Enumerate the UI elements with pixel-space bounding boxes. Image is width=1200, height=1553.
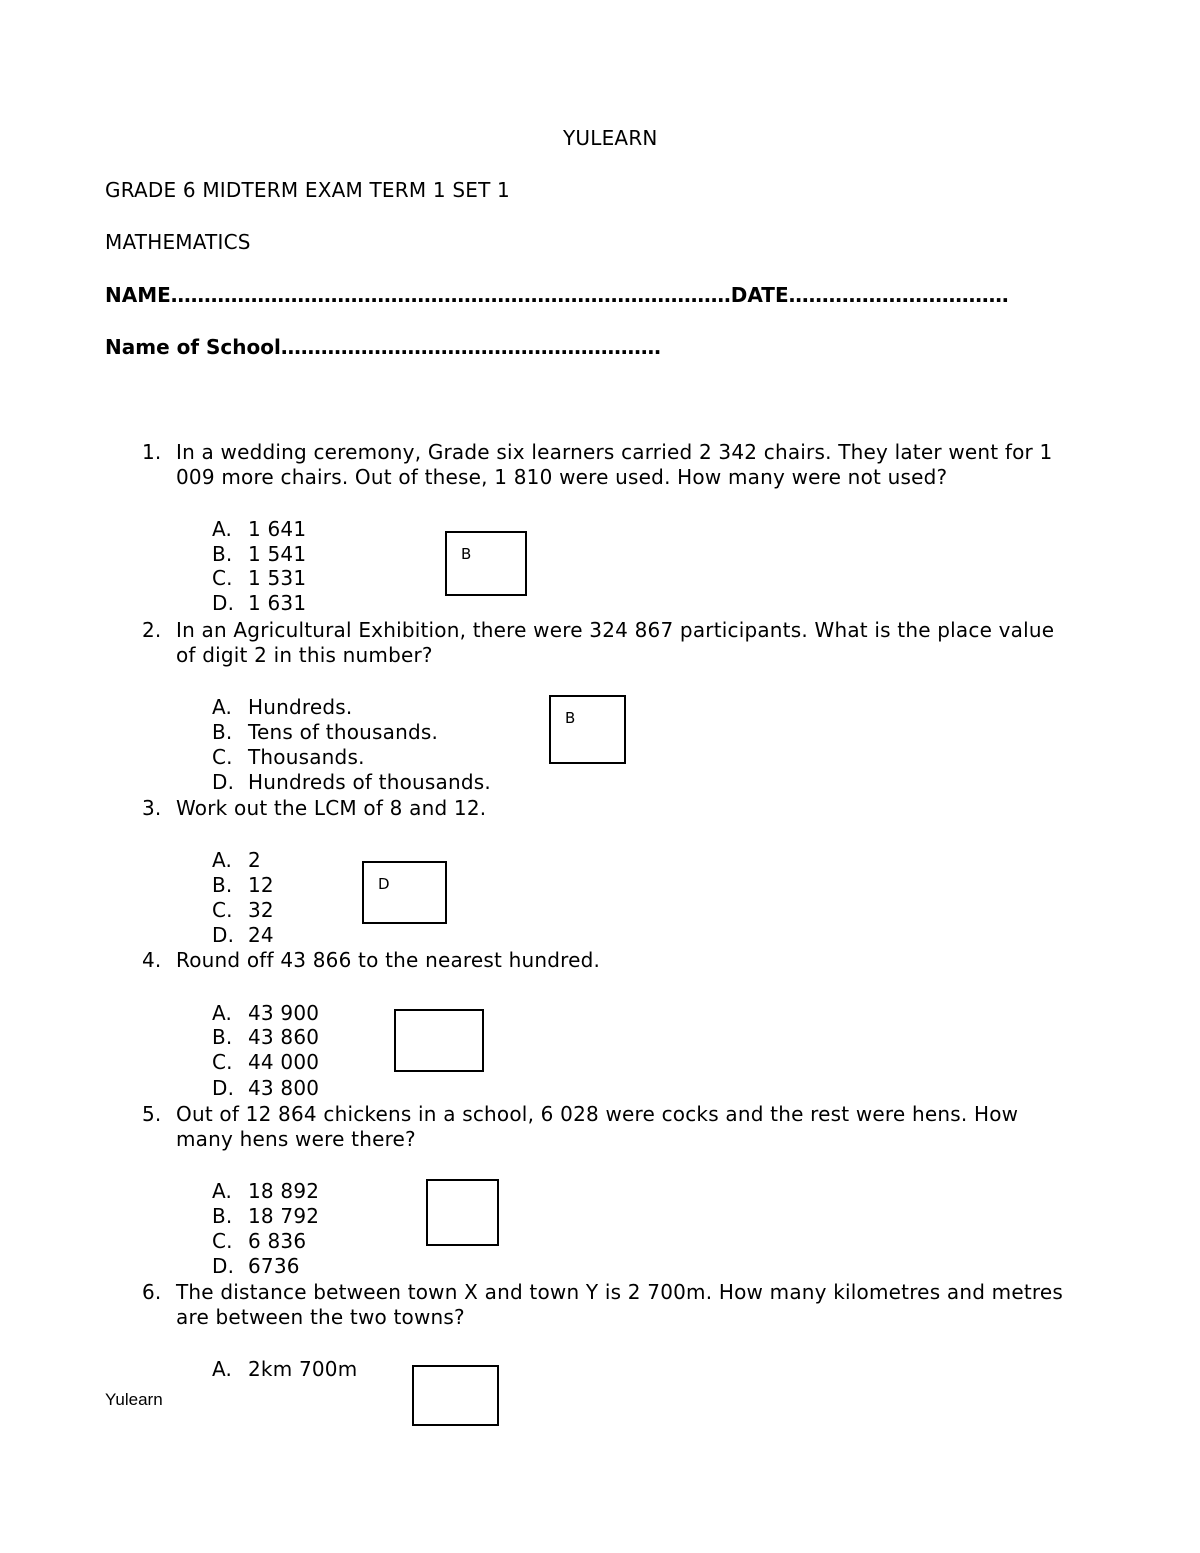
option-5b: B. 18 792 bbox=[212, 1204, 320, 1228]
question-text: In a wedding ceremony, Grade six learners carried 2 342 chairs. They later went for 1 009 more chairs. Out of these, 1 810 were used. How many were not used? bbox=[176, 440, 1053, 489]
option-2b: B. Tens of thousands. bbox=[212, 720, 439, 744]
answer-text: B bbox=[461, 545, 472, 563]
option-1d: D. 1 631 bbox=[212, 591, 307, 615]
exam-title: GRADE 6 MIDTERM EXAM TERM 1 SET 1 bbox=[105, 178, 510, 202]
option-3a: A. 2 bbox=[212, 848, 261, 872]
question-number: 6. bbox=[142, 1280, 162, 1304]
option-4c: C. 44 000 bbox=[212, 1050, 320, 1074]
name-date-line: NAME…………………………………………………………………………DATE…………………………… bbox=[105, 283, 1009, 307]
answer-box-5[interactable] bbox=[426, 1179, 499, 1246]
answer-box-2[interactable] bbox=[549, 695, 626, 764]
question-text: The distance between town X and town Y is 2 700m. How many kilometres and metres are between the two towns? bbox=[176, 1280, 1063, 1329]
option-5c: C. 6 836 bbox=[212, 1229, 307, 1253]
question-text: Round off 43 866 to the nearest hundred. bbox=[176, 948, 601, 972]
option-1c: C. 1 531 bbox=[212, 566, 307, 590]
answer-text: D bbox=[378, 875, 390, 893]
answer-box-6[interactable] bbox=[412, 1365, 499, 1426]
question-text: In an Agricultural Exhibition, there were 324 867 participants. What is the place value of digit 2 in this number? bbox=[176, 618, 1055, 667]
question-text: Work out the LCM of 8 and 12. bbox=[176, 796, 487, 820]
option-4b: B. 43 860 bbox=[212, 1025, 320, 1049]
option-5a: A. 18 892 bbox=[212, 1179, 320, 1203]
question-number: 2. bbox=[142, 618, 162, 642]
answer-box-3[interactable] bbox=[362, 861, 447, 924]
option-1b: B. 1 541 bbox=[212, 542, 307, 566]
page-footer: Yulearn bbox=[105, 1390, 163, 1409]
question-number: 3. bbox=[142, 796, 162, 820]
question-number: 1. bbox=[142, 440, 162, 464]
option-6a: A. 2km 700m bbox=[212, 1357, 358, 1381]
brand-title: YULEARN bbox=[563, 126, 658, 150]
option-5d: D. 6736 bbox=[212, 1254, 300, 1278]
answer-text: B bbox=[565, 709, 576, 727]
option-3d: D. 24 bbox=[212, 923, 274, 947]
option-4d: D. 43 800 bbox=[212, 1076, 320, 1100]
answer-box-1[interactable] bbox=[445, 531, 527, 596]
option-2c: C. Thousands. bbox=[212, 745, 365, 769]
answer-box-4[interactable] bbox=[394, 1009, 484, 1072]
subject-title: MATHEMATICS bbox=[105, 230, 251, 254]
option-3b: B. 12 bbox=[212, 873, 274, 897]
option-4a: A. 43 900 bbox=[212, 1001, 320, 1025]
question-text: Out of 12 864 chickens in a school, 6 028 were cocks and the rest were hens. How many hens were there? bbox=[176, 1102, 1019, 1151]
option-2d: D. Hundreds of thousands. bbox=[212, 770, 491, 794]
option-1a: A. 1 641 bbox=[212, 517, 307, 541]
option-2a: A. Hundreds. bbox=[212, 695, 353, 719]
option-3c: C. 32 bbox=[212, 898, 274, 922]
question-number: 5. bbox=[142, 1102, 162, 1126]
school-line: Name of School………………………………………………… bbox=[105, 335, 661, 359]
question-number: 4. bbox=[142, 948, 162, 972]
